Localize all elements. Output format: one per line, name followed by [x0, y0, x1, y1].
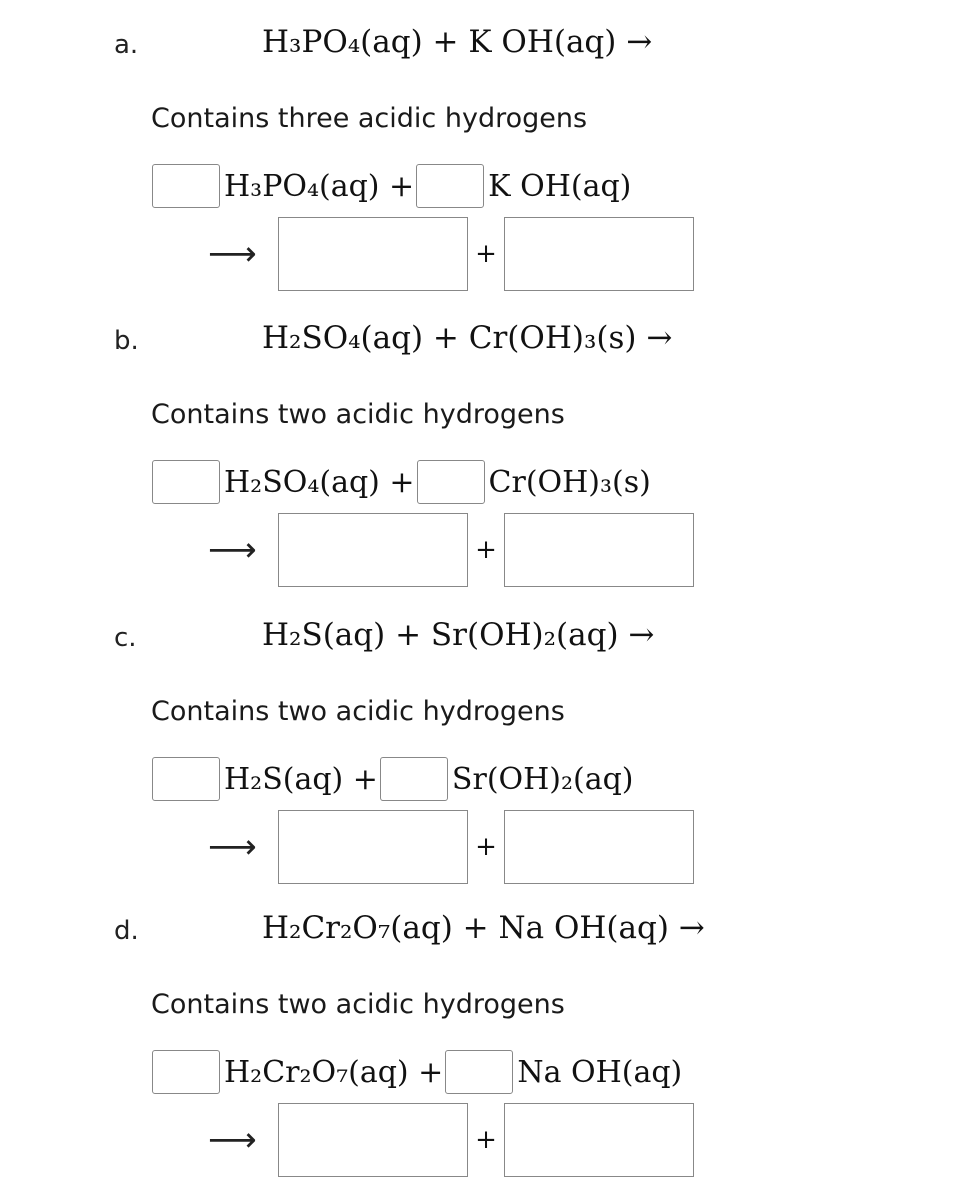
- base-label: Cr(OH)₃(s): [488, 464, 651, 500]
- products-line: [208, 810, 694, 884]
- acidic-hydrogens-note: Contains three acidic hydrogens: [151, 103, 588, 134]
- reaction-arrow: →: [628, 617, 655, 653]
- problem-letter: d.: [114, 916, 139, 946]
- acid-label: H₂S(aq) +: [224, 761, 378, 797]
- plus-sign: +: [395, 617, 422, 653]
- product-1-input[interactable]: [278, 217, 468, 291]
- acid-formula: H₃PO₄(aq): [262, 24, 423, 60]
- acid-formula: H₂Cr₂O₇(aq): [262, 910, 453, 946]
- base-formula: Cr(OH)₃(s): [468, 320, 637, 356]
- base-label: Sr(OH)₂(aq): [451, 761, 634, 797]
- problem-c: [0, 593, 974, 889]
- reactants-line: [152, 456, 653, 508]
- acid-coefficient-input[interactable]: [152, 1050, 220, 1094]
- acidic-hydrogens-note: Contains two acidic hydrogens: [151, 989, 565, 1020]
- reaction-arrow: →: [646, 320, 673, 356]
- reactants-line: [152, 753, 636, 805]
- acid-coefficient-input[interactable]: [152, 164, 220, 208]
- base-label: K OH(aq): [488, 168, 632, 204]
- product-1-input[interactable]: [278, 1103, 468, 1177]
- base-coefficient-input[interactable]: [445, 1050, 513, 1094]
- reaction-arrow: →: [678, 910, 705, 946]
- reactants-line: [152, 160, 633, 212]
- yields-arrow: ⟶: [208, 530, 257, 570]
- product-2-input[interactable]: [504, 217, 694, 291]
- base-formula: Sr(OH)₂(aq): [430, 617, 619, 653]
- yields-arrow: ⟶: [208, 827, 257, 867]
- plus-sign: +: [432, 24, 459, 60]
- products-line: [208, 1103, 694, 1177]
- acid-formula: H₂SO₄(aq): [262, 320, 424, 356]
- reaction-arrow: →: [626, 24, 653, 60]
- product-1-input[interactable]: [278, 513, 468, 587]
- products-line: [208, 217, 694, 291]
- acid-formula: H₂S(aq): [262, 617, 386, 653]
- product-2-input[interactable]: [504, 513, 694, 587]
- acid-label: H₂Cr₂O₇(aq) +: [224, 1054, 444, 1090]
- reaction-equation: [262, 24, 652, 60]
- base-coefficient-input[interactable]: [417, 460, 485, 504]
- base-label: Na OH(aq): [517, 1054, 683, 1090]
- problem-d: [0, 886, 974, 1182]
- base-formula: K OH(aq): [468, 24, 617, 60]
- product-2-input[interactable]: [504, 1103, 694, 1177]
- plus-sign: +: [432, 320, 459, 356]
- acidic-hydrogens-note: Contains two acidic hydrogens: [151, 399, 565, 430]
- acid-label: H₂SO₄(aq) +: [224, 464, 415, 500]
- products-plus: +: [475, 1125, 497, 1155]
- problem-letter: c.: [114, 623, 137, 653]
- products-plus: +: [475, 832, 497, 862]
- products-plus: +: [475, 535, 497, 565]
- problem-b: [0, 296, 974, 592]
- yields-arrow: ⟶: [208, 1120, 257, 1160]
- base-coefficient-input[interactable]: [416, 164, 484, 208]
- base-formula: Na OH(aq): [498, 910, 669, 946]
- acid-label: H₃PO₄(aq) +: [224, 168, 415, 204]
- plus-sign: +: [462, 910, 489, 946]
- products-plus: +: [475, 239, 497, 269]
- acidic-hydrogens-note: Contains two acidic hydrogens: [151, 696, 565, 727]
- products-line: [208, 513, 694, 587]
- reactants-line: [152, 1046, 684, 1098]
- problem-a: [0, 0, 974, 296]
- reaction-equation: [262, 617, 654, 653]
- problem-letter: a.: [114, 30, 139, 60]
- base-coefficient-input[interactable]: [380, 757, 448, 801]
- acid-coefficient-input[interactable]: [152, 757, 220, 801]
- reaction-equation: [262, 320, 672, 356]
- yields-arrow: ⟶: [208, 234, 257, 274]
- problem-letter: b.: [114, 326, 139, 356]
- acid-coefficient-input[interactable]: [152, 460, 220, 504]
- product-1-input[interactable]: [278, 810, 468, 884]
- product-2-input[interactable]: [504, 810, 694, 884]
- reaction-equation: [262, 910, 705, 946]
